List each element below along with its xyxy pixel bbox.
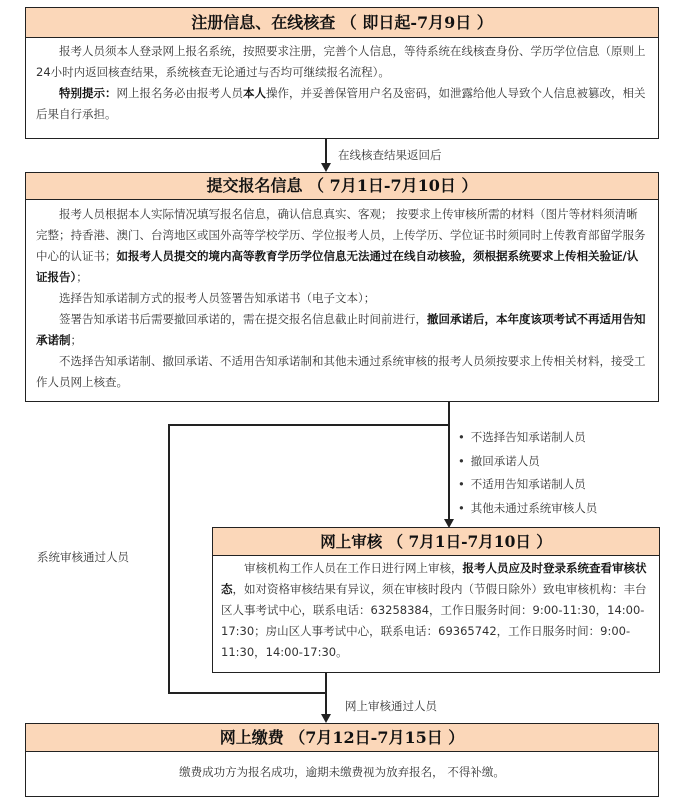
step2-p3-pre: 签署告知承诺书后需要撤回承诺的，需在提交报名信息截止时间前进行， [59, 312, 427, 326]
step1-box [25, 7, 659, 139]
branch-right-vertical [448, 402, 450, 520]
branch-left-vertical [168, 424, 170, 693]
arrow1-label: 在线核查结果返回后 [338, 148, 442, 162]
step3-text-bold: 报考人员应及时登录系统查看审核状态 [221, 561, 647, 596]
branch-item: • 不选择告知承诺制人员 [458, 426, 597, 450]
step2-p3-bold: 撤回承诺后，本年度该项考试不再适用告知承诺制 [36, 312, 646, 347]
step2-p1-bold: 如报考人员提交的境内高等教育学历学位信息无法通过在线自动核验，须根据系统要求上传相关验证/认证报告） [36, 249, 639, 284]
step4-box [25, 723, 659, 797]
step3-body [213, 556, 659, 663]
step1-tip [36, 83, 648, 125]
step1-title: 注册信息、在线核查 （ 即日起-7月9日 ） [26, 8, 658, 38]
step2-p4: 不选择告知承诺制、撤回承诺、不适用告知承诺制和其他未通过系统审核的报考人员须按要求上传相关材料，接受工作人员网上核查。 [36, 354, 646, 389]
arrow1-line [325, 139, 327, 164]
step2-p1-post: ； [76, 270, 88, 284]
step4-title: 网上缴费 （7月12日-7月15日 ） [26, 724, 658, 752]
step2-body [26, 200, 658, 393]
left-label: 系统审核通过人员 [37, 550, 129, 564]
branch-list [458, 426, 597, 520]
step1-para: 报考人员须本人登录网上报名系统，按照要求注册，完善个人信息，等待系统在线核查身份、学历学位信息（原则上24小时内返回核查结果，系统核查无论通过与否均可继续报名流程）。 [36, 44, 646, 79]
step4-text: 缴费成功方为报名成功，逾期未缴费视为放弃报名， 不得补缴。 [179, 765, 505, 779]
tip-pre: 网上报名务必由报考人员 [116, 86, 243, 100]
branch-top-line [168, 424, 449, 426]
arrow3-head [321, 714, 331, 723]
branch-item: • 其他未通过系统审核人员 [458, 497, 597, 521]
branch-bottom-line [168, 692, 326, 694]
step2-p1 [36, 204, 648, 288]
step2-p3 [36, 309, 648, 351]
step2-box [25, 172, 659, 402]
step2-title: 提交报名信息 （ 7月1日-7月10日 ） [26, 173, 658, 200]
tip-label: 特别提示： [59, 86, 117, 100]
arrow3-line [325, 673, 327, 715]
step4-body [26, 752, 658, 783]
step2-p2: 选择告知承诺制方式的报考人员签署告知承诺书（电子文本）； [59, 291, 376, 305]
arrow3-label: 网上审核通过人员 [345, 699, 437, 713]
step1-body [26, 38, 658, 125]
branch-item: • 撤回承诺人员 [458, 450, 597, 474]
arrow1-head [321, 163, 331, 172]
step3-title: 网上审核 （ 7月1日-7月10日 ） [213, 528, 659, 556]
step3-text-pre: 审核机构工作人员在工作日进行网上审核， [244, 561, 463, 575]
step3-text-post: ，如对资格审核结果有异议，须在审核时段内（节假日除外）致电审核机构：丰台区人事考试中心，联系电话：63258384，工作日服务时间：9:00-11:30，14:00-17:30；房山区人事考试中心，联系电话：69365742，工作日服务时间：9:00-11:30，14:00-17:30。 [221, 582, 647, 659]
tip-post: 操作，并妥善保管用户名及密码，如泄露给他人导致个人信息被篡改，相关后果自行承担。 [36, 86, 646, 121]
step2-p1-pre: 报考人员根据本人实际情况填写报名信息，确认信息真实、客观； 按要求上传审核所需的材料（图片等材料须清晰完整；持香港、澳门、台湾地区或国外高等学校学历、学位报考人员，上传学历、学位证书时须同时上传教育部留学服务中心的认证书； [36, 207, 646, 263]
step3-box [212, 527, 660, 673]
step2-p3-post: ； [70, 333, 82, 347]
step3-text [221, 558, 651, 663]
tip-bold: 本人 [243, 86, 266, 100]
branch-item: • 不适用告知承诺制人员 [458, 473, 597, 497]
